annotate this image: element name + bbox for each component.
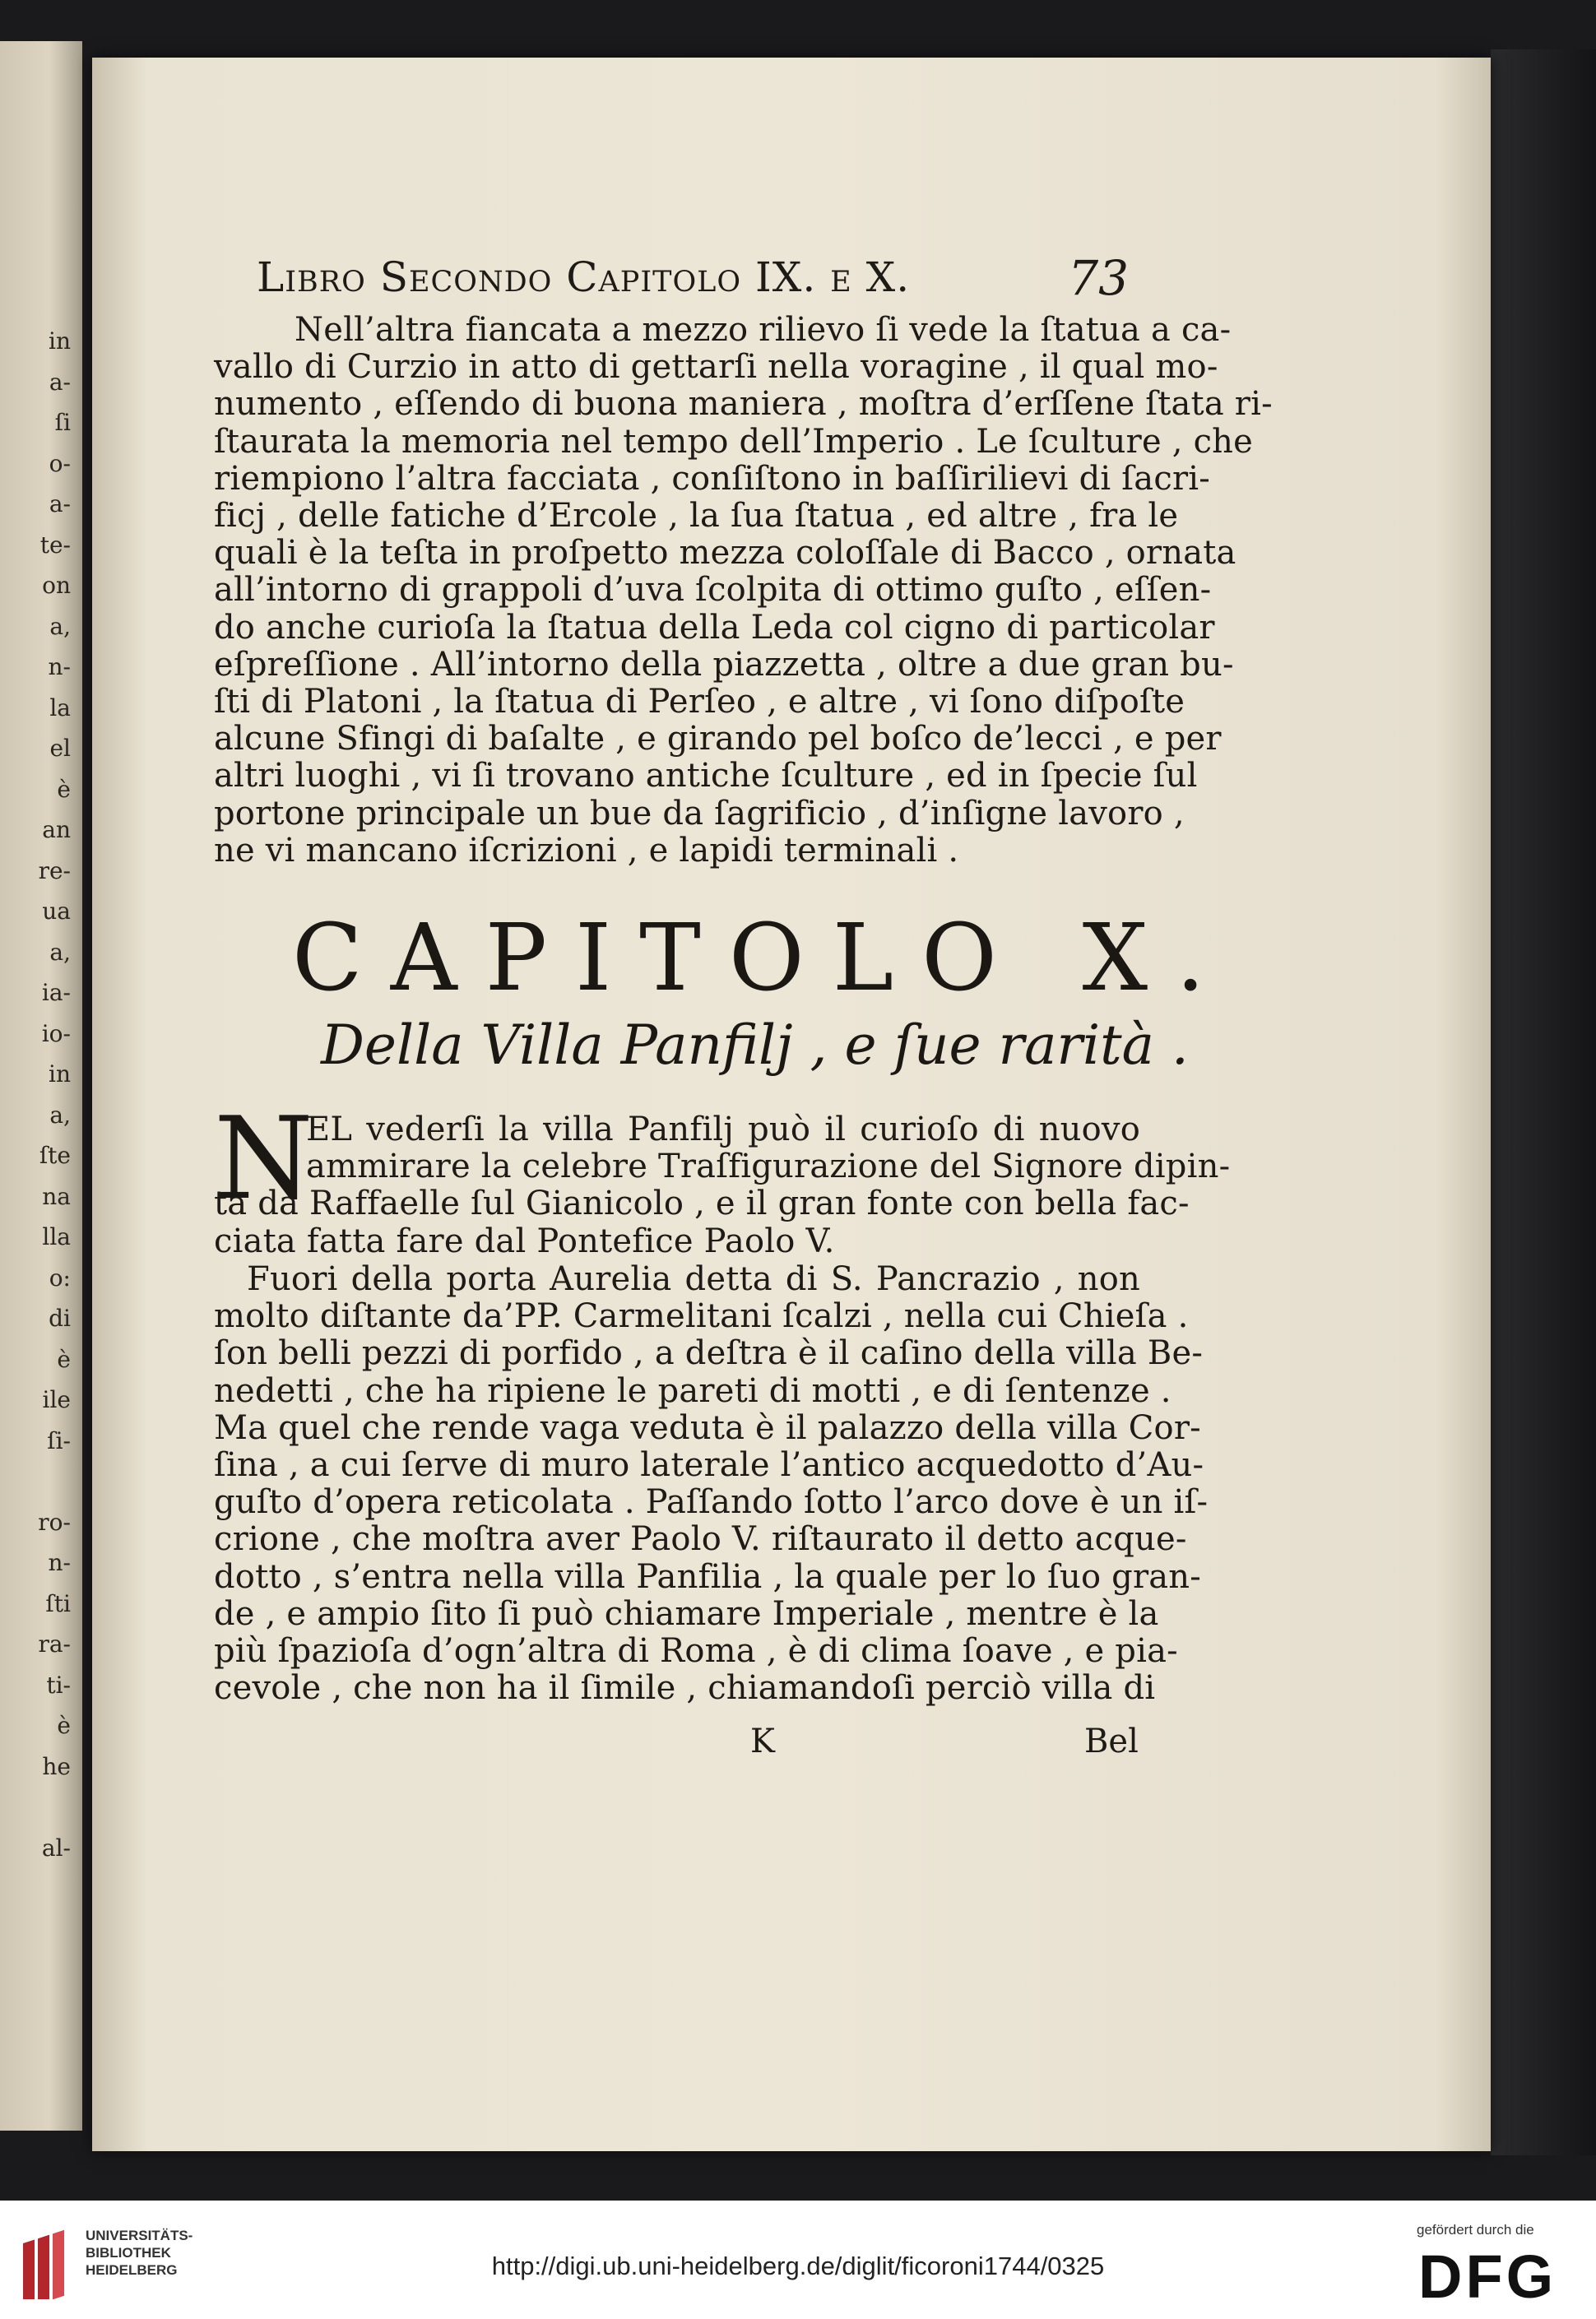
margin-fragment [0, 1787, 74, 1828]
text-line: eſpreſſione . All’intorno della piazzetta , oltre a due gran bu- [214, 645, 1234, 684]
margin-fragment: a, [49, 612, 71, 640]
margin-fragment: n- [48, 653, 71, 680]
margin-fragment: o- [49, 449, 71, 477]
margin-fragment: te- [39, 531, 71, 559]
text-line: altri luoghi , vi ſi trovano antiche ſculture , ed in ſpecie ſul [214, 757, 1198, 795]
text-line: all’intorno di grappoli d’uva ſcolpita di ottimo guſto , eſſen- [214, 571, 1212, 610]
text-line: quali è la teſta in proſpetto mezza coloſſale di Bacco , ornata [214, 534, 1236, 573]
margin-fragment: di [49, 1305, 71, 1332]
margin-fragment: ſi- [47, 1426, 71, 1454]
text-line: ne vi mancano iſcrizioni , e lapidi terminali . [214, 831, 959, 870]
text-line: crione , che moſtra aver Paolo V. riſtaurato il detto acque- [214, 1520, 1187, 1559]
margin-fragment: è [57, 1712, 71, 1739]
text-line: EL vederſi la villa Panfilj può il curioſo di nuovo [306, 1111, 1140, 1148]
margin-fragment: è [57, 775, 71, 803]
margin-fragment: a, [49, 938, 71, 966]
running-head [257, 250, 1145, 311]
margin-fragment: na [42, 1182, 71, 1210]
previous-page-edge [0, 41, 82, 2131]
text-line: riempiono l’altra facciata , conſiſtono in baſſirilievi di ſacri- [214, 459, 1210, 498]
text-line: ſtaurata la memoria nel tempo dell’Imperio . Le ſculture , che [214, 422, 1254, 461]
signature-mark: K [750, 1723, 775, 1760]
text-line: ciata fatta fare dal Pontefice Paolo V. [214, 1222, 835, 1260]
margin-fragment: io- [41, 1019, 71, 1047]
text-line: cevole , che non ha il ſimile , chiamandoſi perciò villa di [214, 1669, 1156, 1708]
margin-fragment: on [42, 572, 71, 599]
library-name-line: HEIDELBERG [86, 2262, 178, 2278]
text-line: nedetti , che ha ripiene le pareti di motti , e di ſentenze . [214, 1371, 1171, 1410]
margin-fragment [0, 1461, 74, 1502]
text-line: ta da Raffaelle ſul Gianicolo , e il gran fonte con bella fac- [214, 1185, 1190, 1223]
margin-fragment: ua [42, 897, 71, 925]
margin-fragment: a- [49, 490, 71, 517]
margin-fragment: è [57, 1345, 71, 1373]
text-line: molto diſtante da’PP. Carmelitani ſcalzi , nella cui Chieſa . [214, 1297, 1189, 1336]
margin-fragment: a, [49, 1101, 71, 1129]
chapter-subtitle: Della Villa Panfilj , e ſue rarità . [321, 1013, 1189, 1077]
margin-fragment: n- [48, 1549, 71, 1576]
margin-fragment: ra- [38, 1630, 71, 1658]
margin-fragment: in [49, 1060, 71, 1088]
margin-fragment: ſti [45, 1589, 71, 1617]
text-line: Nell’altra fiancata a mezzo rilievo ſi vede la ſtatua a ca- [295, 311, 1232, 349]
viewer-footer [0, 2201, 1596, 2319]
margin-fragment: ia- [41, 979, 71, 1006]
library-name-line: BIBLIOTHEK [86, 2245, 171, 2261]
margin-fragment: ile [42, 1386, 71, 1413]
margin-fragment: re- [38, 856, 71, 884]
margin-fragment: ſi [54, 409, 71, 436]
chapter-title: CAPITOLO X. [292, 905, 1233, 1012]
margin-fragment: an [42, 816, 71, 843]
text-line: guſto d’opera reticolata . Paſſando ſotto l’arco dove è un iſ- [214, 1483, 1209, 1522]
margin-fragment: he [42, 1752, 71, 1780]
text-line: do anche curioſa la ſtatua della Leda col cigno di particolar [214, 608, 1215, 647]
text-line: dotto , s’entra nella villa Panfilia , la quale per lo ſuo gran- [214, 1557, 1201, 1596]
text-line: ſon belli pezzi di porfido , a deſtra è il caſino della villa Be- [214, 1334, 1204, 1373]
margin-fragment: a- [49, 368, 71, 396]
text-line: ammirare la celebre Traſfigurazione del Signore dipin- [306, 1148, 1231, 1186]
permalink-url[interactable]: http://digi.ub.uni-heidelberg.de/diglit/ficoroni1744/0325 [491, 2252, 1105, 2280]
text-line: alcune Sfingi di baſalte , e girando pel boſco de’lecci , e per [214, 720, 1222, 758]
text-line: de , e ampio ſito ſi può chiamare Imperiale , mentre è la [214, 1594, 1159, 1633]
text-line: portone principale un bue da ſagrificio , d’inſigne lavoro , [214, 794, 1185, 833]
text-line: vallo di Curzio in atto di gettarſi nella voragine , il qual mo- [214, 348, 1218, 387]
margin-fragment: al- [41, 1834, 71, 1862]
margin-fragment: ro- [38, 1508, 71, 1536]
scan-right-background [1491, 49, 1596, 2155]
text-line: Ma quel che rende vaga veduta è il palazzo della villa Cor- [214, 1408, 1201, 1447]
margin-fragment: o: [49, 1264, 71, 1292]
text-line: ficj , delle fatiche d’Ercole , la ſua ſtatua , ed altre , fra le [214, 497, 1179, 535]
text-line: Fuori della porta Aurelia detta di S. Pancrazio , non [247, 1260, 1140, 1298]
text-line: più ſpazioſa d’ogn’altra di Roma , è di clima ſoave , e pia- [214, 1632, 1178, 1670]
margin-fragment: ti- [46, 1671, 71, 1699]
funding-caption: gefördert durch die [1417, 2222, 1534, 2238]
previous-page-margin-text [0, 321, 74, 1884]
margin-fragment: lla [42, 1223, 71, 1250]
running-head-title: Libro Secondo Capitolo IX. e X. [257, 253, 911, 301]
drop-cap: N [214, 1092, 313, 1225]
page-number: 73 [1068, 250, 1129, 306]
margin-fragment: ſte [39, 1142, 71, 1169]
margin-fragment: la [49, 693, 71, 721]
margin-fragment: in [49, 327, 71, 355]
catchword: Bel [1084, 1723, 1139, 1760]
text-line: ſti di Platoni , la ſtatua di Perſeo , e altre , vi ſono diſpoſte [214, 683, 1185, 721]
text-line: numento , eſſendo di buona maniera , moſtra d’erſſene ſtata ri- [214, 385, 1273, 424]
text-line: ſina , a cui ſerve di muro laterale l’antico acquedotto d’Au- [214, 1446, 1204, 1484]
library-name-line: UNIVERSITÄTS- [86, 2228, 193, 2243]
dfg-logo[interactable]: DFG [1418, 2242, 1557, 2311]
margin-fragment: el [49, 735, 71, 762]
